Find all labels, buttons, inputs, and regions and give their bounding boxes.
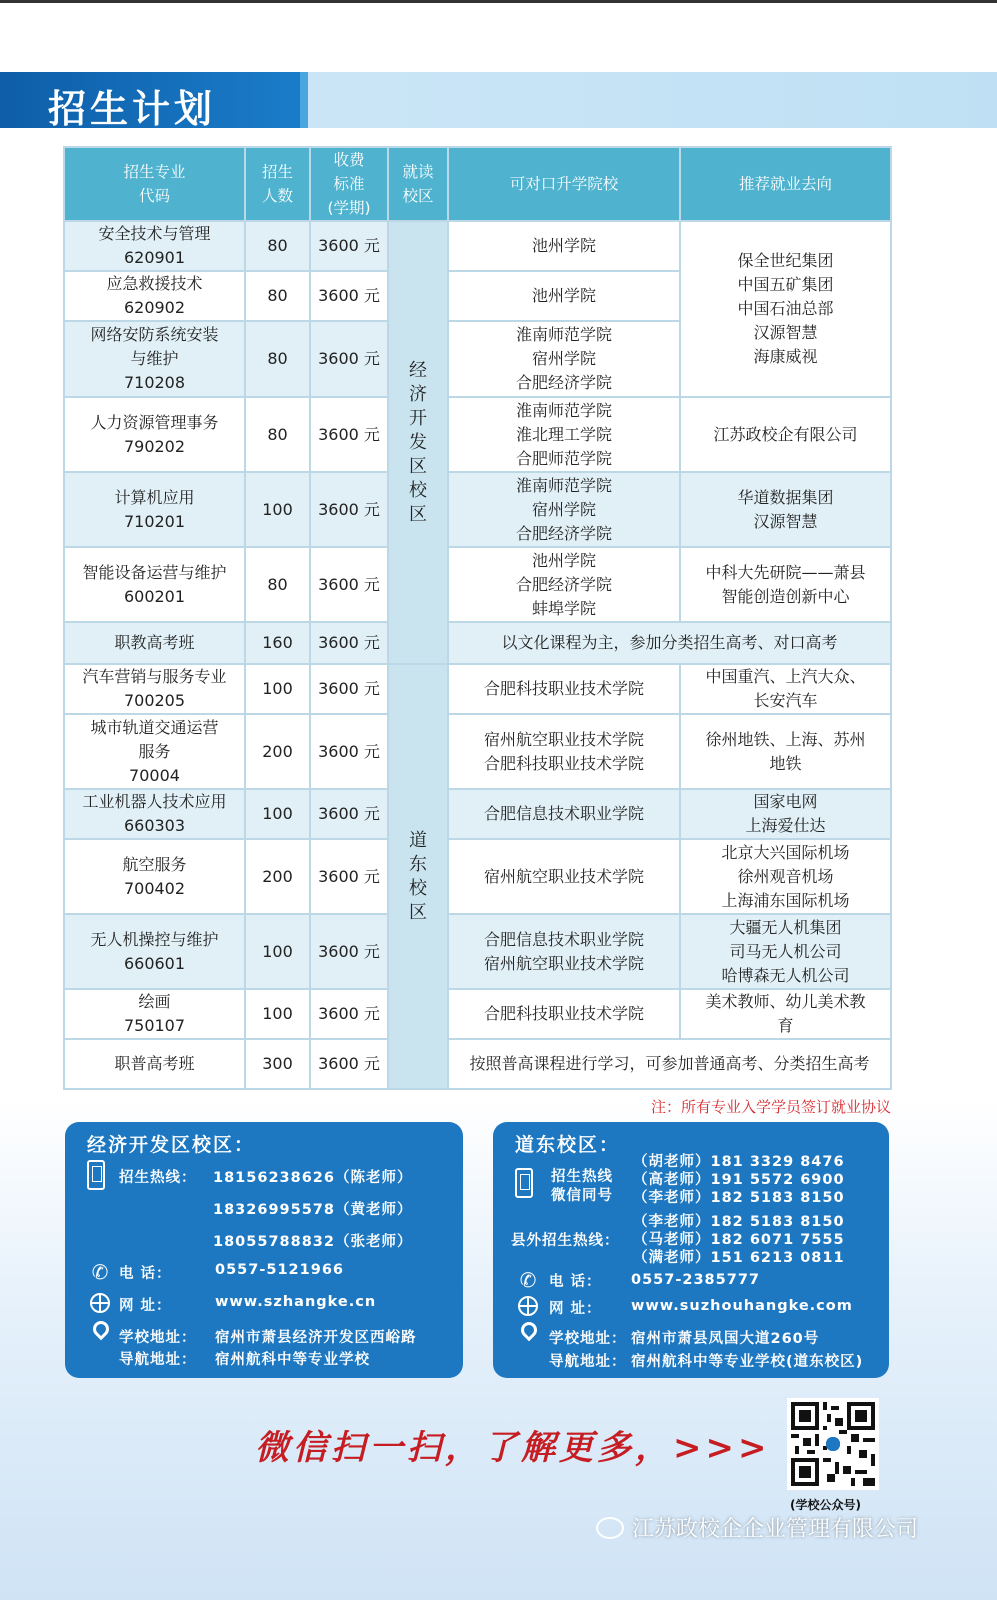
- nav-label: 导航地址：: [549, 1354, 627, 1370]
- count-cell: 100: [245, 989, 310, 1039]
- count-cell: 80: [245, 221, 310, 271]
- web-label: 网 址：: [119, 1298, 172, 1314]
- addr-value: 宿州市萧县经济开发区西峪路: [215, 1330, 417, 1346]
- qr-code[interactable]: [787, 1398, 879, 1490]
- table-row: [64, 789, 891, 839]
- nav-value: 宿州航科中等专业学校(道东校区): [631, 1354, 864, 1370]
- jobs-cell: 美术教师、幼儿美术教 育: [680, 989, 891, 1039]
- major-cell: 网络安防系统安装 与维护 710208: [64, 321, 245, 397]
- major-cell: 航空服务 700402: [64, 839, 245, 914]
- count-cell: 100: [245, 664, 310, 714]
- addr-value: 宿州市萧县凤国大道260号: [631, 1331, 820, 1347]
- major-cell: 汽车营销与服务专业 700205: [64, 664, 245, 714]
- hotline-1[interactable]: 18156238626（陈老师）: [213, 1170, 413, 1186]
- web-link[interactable]: www.suzhouhangke.com: [631, 1298, 853, 1314]
- schools-cell: 池州学院: [448, 221, 680, 271]
- jobs-cell: 北京大兴国际机场 徐州观音机场 上海浦东国际机场: [680, 839, 891, 914]
- count-cell: 200: [245, 839, 310, 914]
- campus-a-title: 经济开发区校区：: [87, 1134, 256, 1156]
- campus-b-contact-box: [493, 1122, 889, 1378]
- table-row: [64, 472, 891, 547]
- enrollment-table: [63, 146, 892, 1090]
- fee-cell: 3600 元: [310, 622, 388, 664]
- hotline-1[interactable]: （胡老师）181 3329 8476: [633, 1154, 845, 1170]
- location-pin-icon: [518, 1319, 541, 1342]
- fee-cell: 3600 元: [310, 221, 388, 271]
- campus-a-cell: 经 济 开 发 区 校 区: [388, 221, 448, 664]
- major-cell: 职教高考班: [64, 622, 245, 664]
- schools-cell: 淮南师范学院 宿州学院 合肥经济学院: [448, 321, 680, 397]
- jobs-cell: 保全世纪集团 中国五矿集团 中国石油总部 汉源智慧 海康威视: [680, 221, 891, 397]
- footnote: 注：所有专业入学学员签订就业协议: [650, 1098, 891, 1116]
- wechat-slogan: 微信扫一扫，了解更多，>>>: [255, 1428, 771, 1468]
- major-cell: 绘画 750107: [64, 989, 245, 1039]
- jobs-cell: 大疆无人机集团 司马无人机公司 哈博森无人机公司: [680, 914, 891, 989]
- major-cell: 人力资源管理事务 790202: [64, 397, 245, 472]
- major-cell: 安全技术与管理 620901: [64, 221, 245, 271]
- major-cell: 工业机器人技术应用 660303: [64, 789, 245, 839]
- header-jobs: 推荐就业去向: [680, 147, 891, 221]
- jobs-cell: 中国重汽、上汽大众、 长安汽车: [680, 664, 891, 714]
- fee-cell: 3600 元: [310, 839, 388, 914]
- qr-caption: (学校公众号): [790, 1498, 861, 1512]
- hotline-3[interactable]: （李老师）182 5183 8150: [633, 1190, 845, 1206]
- count-cell: 100: [245, 472, 310, 547]
- jobs-cell: 江苏政校企有限公司: [680, 397, 891, 472]
- campus-b-title: 道东校区：: [515, 1134, 621, 1156]
- tel-label: 电 话：: [119, 1266, 172, 1282]
- fee-cell: 3600 元: [310, 664, 388, 714]
- phone-icon: [515, 1168, 533, 1198]
- hotline-label: 招生热线：: [119, 1170, 197, 1186]
- table-row: [64, 839, 891, 914]
- fee-cell: 3600 元: [310, 714, 388, 789]
- schools-cell: 合肥信息技术职业学院 宿州航空职业技术学院: [448, 914, 680, 989]
- count-cell: 300: [245, 1039, 310, 1089]
- header-major: 招生专业 代码: [64, 147, 245, 221]
- fee-cell: 3600 元: [310, 789, 388, 839]
- table-row: [64, 622, 891, 664]
- ext-hotline-1[interactable]: （李老师）182 5183 8150: [633, 1214, 845, 1230]
- fee-cell: 3600 元: [310, 547, 388, 622]
- wechat-label: 微信同号: [551, 1188, 613, 1204]
- schools-cell: 淮南师范学院 宿州学院 合肥经济学院: [448, 472, 680, 547]
- table-row: [64, 714, 891, 789]
- header-schools: 可对口升学院校: [448, 147, 680, 221]
- fee-cell: 3600 元: [310, 271, 388, 321]
- schools-cell: 宿州航空职业技术学院: [448, 839, 680, 914]
- web-label: 网 址：: [549, 1301, 602, 1317]
- ext-hotline-3[interactable]: （满老师）151 6213 0811: [633, 1250, 845, 1266]
- fee-cell: 3600 元: [310, 914, 388, 989]
- header-campus: 就读 校区: [388, 147, 448, 221]
- telephone-icon: ✆: [91, 1260, 109, 1284]
- hotline-2[interactable]: 18326995578（黄老师）: [213, 1202, 413, 1218]
- addr-label: 学校地址：: [549, 1331, 627, 1347]
- tel-value[interactable]: 0557-5121966: [215, 1262, 344, 1278]
- globe-icon: [90, 1293, 110, 1313]
- fee-cell: 3600 元: [310, 397, 388, 472]
- header-fee: 收费 标准 (学期): [310, 147, 388, 221]
- table-row: [64, 221, 891, 271]
- schools-cell: 合肥科技职业技术学院: [448, 989, 680, 1039]
- table-row: [64, 914, 891, 989]
- ext-hotline-2[interactable]: （马老师）182 6071 7555: [633, 1232, 845, 1248]
- major-cell: 计算机应用 710201: [64, 472, 245, 547]
- table-row: [64, 664, 891, 714]
- table-row: [64, 1039, 891, 1089]
- location-pin-icon: [90, 1318, 113, 1341]
- schools-cell: 宿州航空职业技术学院 合肥科技职业技术学院: [448, 714, 680, 789]
- merged-cell: 按照普高课程进行学习，可参加普通高考、分类招生高考: [448, 1039, 891, 1089]
- fee-cell: 3600 元: [310, 989, 388, 1039]
- tel-value[interactable]: 0557-2385777: [631, 1272, 760, 1288]
- count-cell: 100: [245, 789, 310, 839]
- count-cell: 80: [245, 547, 310, 622]
- qr-code-graphic: [791, 1402, 875, 1486]
- major-cell: 智能设备运营与维护 600201: [64, 547, 245, 622]
- page-title: 招生计划: [48, 87, 217, 131]
- fee-cell: 3600 元: [310, 472, 388, 547]
- schools-cell: 合肥信息技术职业学院: [448, 789, 680, 839]
- hotline-3[interactable]: 18055788832（张老师）: [213, 1234, 413, 1250]
- jobs-cell: 中科大先研院——萧县 智能创造创新中心: [680, 547, 891, 622]
- web-link[interactable]: www.szhangke.cn: [215, 1294, 377, 1310]
- header-count: 招生 人数: [245, 147, 310, 221]
- table-header: [64, 147, 891, 221]
- hotline-2[interactable]: （高老师）191 5572 6900: [633, 1172, 845, 1188]
- tel-label: 电 话：: [549, 1274, 602, 1290]
- major-cell: 应急救援技术 620902: [64, 271, 245, 321]
- banner-tab: [300, 72, 308, 128]
- fee-cell: 3600 元: [310, 1039, 388, 1089]
- count-cell: 80: [245, 321, 310, 397]
- footer-brand: [596, 1512, 918, 1543]
- table-row: [64, 547, 891, 622]
- jobs-cell: 国家电网 上海爱仕达: [680, 789, 891, 839]
- nav-label: 导航地址：: [119, 1352, 197, 1368]
- schools-cell: 池州学院 合肥经济学院 蚌埠学院: [448, 547, 680, 622]
- campus-a-contact-box: [65, 1122, 463, 1378]
- major-cell: 职普高考班: [64, 1039, 245, 1089]
- jobs-cell: 华道数据集团 汉源智慧: [680, 472, 891, 547]
- telephone-icon: ✆: [519, 1268, 537, 1292]
- count-cell: 160: [245, 622, 310, 664]
- fee-cell: 3600 元: [310, 321, 388, 397]
- major-cell: 城市轨道交通运营 服务 70004: [64, 714, 245, 789]
- phone-icon: [87, 1160, 105, 1190]
- schools-cell: 淮南师范学院 淮北理工学院 合肥师范学院: [448, 397, 680, 472]
- addr-label: 学校地址：: [119, 1330, 197, 1346]
- brand-name: 江苏政校企企业管理有限公司: [632, 1517, 919, 1542]
- table-row: [64, 989, 891, 1039]
- nav-value: 宿州航科中等专业学校: [215, 1352, 370, 1368]
- ext-hotline-label: 县外招生热线：: [511, 1233, 620, 1249]
- count-cell: 100: [245, 914, 310, 989]
- campus-b-cell: 道 东 校 区: [388, 664, 448, 1089]
- table-row: [64, 397, 891, 472]
- hotline-label: 招生热线: [551, 1169, 613, 1185]
- merged-cell: 以文化课程为主，参加分类招生高考、对口高考: [448, 622, 891, 664]
- major-cell: 无人机操控与维护 660601: [64, 914, 245, 989]
- wechat-icon: [596, 1517, 624, 1539]
- globe-icon: [518, 1296, 538, 1316]
- top-border: [0, 0, 997, 3]
- jobs-cell: 徐州地铁、上海、苏州 地铁: [680, 714, 891, 789]
- count-cell: 80: [245, 397, 310, 472]
- schools-cell: 合肥科技职业技术学院: [448, 664, 680, 714]
- count-cell: 200: [245, 714, 310, 789]
- count-cell: 80: [245, 271, 310, 321]
- schools-cell: 池州学院: [448, 271, 680, 321]
